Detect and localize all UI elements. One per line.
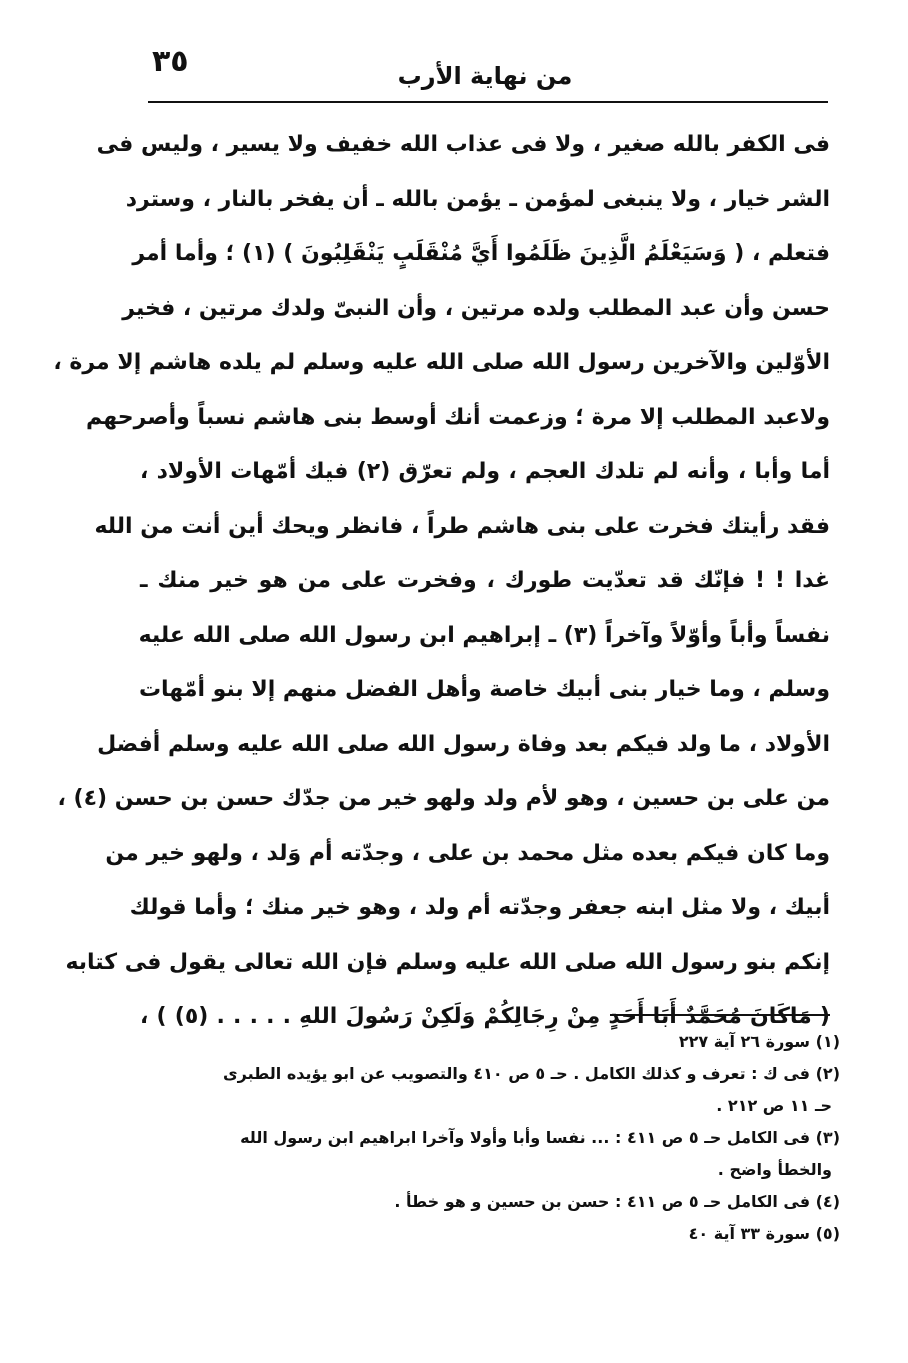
body-line: الأولاد ، ما ولد فيكم بعد وفاة رسول الله صلى الله عليه وسلم أفضل: [97, 731, 830, 757]
footnote-2-continued: حـ ١١ ص ٢١٢ .: [716, 1096, 832, 1115]
body-line: فقد رأيتك فخرت على بنى هاشم طراً ، فانظر ويحك أين أنت من الله: [94, 513, 830, 539]
footnotes: [150, 1026, 840, 1250]
footnote-divider: [610, 1014, 830, 1016]
body-line: من على بن حسين ، وهو لأم ولد ولهو خير من جدّك حسن بن حسن (٤) ،: [57, 786, 830, 811]
running-title: من نهاية الأرب: [397, 62, 573, 90]
page-number: ٣٥: [152, 44, 189, 79]
footnote-3: (٣) فى الكامل حـ ٥ ص ٤١١ : ... نفسا وأبا وأولا وآخرا ابراهيم ابن رسول الله: [240, 1128, 840, 1147]
footnote-5: (٥) سورة ٣٣ آية ٤٠: [688, 1224, 840, 1243]
body-line: فتعلم ، ( وَسَيَعْلَمُ الَّذِينَ ظَلَمُوا أَيَّ مُنْقَلَبٍ يَنْقَلِبُونَ ) (١) ؛ وأما أمر: [132, 241, 830, 266]
body-line: ولاعبد المطلب إلا مرة ؛ وزعمت أنك أوسط بنى هاشم نسباً وأصرحهم: [86, 404, 830, 430]
body-line: فى الكفر بالله صغير ، ولا فى عذاب الله خفيف ولا يسير ، وليس فى: [96, 132, 830, 157]
footnote-1: (١) سورة ٢٦ آية ٢٢٧: [678, 1032, 840, 1051]
body-line: غدا ! ! فإنّك قد تعدّيت طورك ، وفخرت على من هو خير منك ـ: [140, 568, 830, 593]
body-text: [53, 118, 830, 1045]
body-line: وما كان فيكم بعده مثل محمد بن على ، وجدّته أم وَلد ، ولهو خير من: [105, 840, 830, 866]
body-line: الأوّلين والآخرين رسول الله صلى الله عليه وسلم لم يلده هاشم إلا مرة ،: [53, 350, 830, 375]
footnote-2: (٢) فى ك : تعرف و كذلك الكامل . حـ ٥ ص ٤١٠ والتصويب عن ابو يؤيده الطبرى: [223, 1064, 840, 1083]
body-line: أما وأبا ، وأنه لم تلدك العجم ، ولم تعرّق (٢) فيك أمّهات الأولاد ،: [140, 459, 830, 484]
body-line: إنكم بنو رسول الله صلى الله عليه وسلم فإن الله تعالى يقول فى كتابه: [65, 949, 830, 975]
header-divider: [148, 101, 828, 103]
body-line: ( مَاكَانَ مُحَمَّدٌ أَبَا أَحَدٍ مِنْ رِجَالِكُمْ وَلَكِنْ رَسُولَ اللهِ . . . . . (٥) ) ،: [140, 1004, 830, 1029]
body-line: أبيك ، ولا مثل ابنه جعفر وجدّته أم ولد ، وهو خير منك ؛ وأما قولك: [129, 895, 830, 920]
footnote-3-continued: والخطأ واضح .: [717, 1160, 832, 1179]
footnote-4: (٤) فى الكامل حـ ٥ ص ٤١١ : حسن بن حسين و هو خطأ .: [394, 1192, 840, 1211]
body-line: نفساً وأباً وأوّلاً وآخراً (٣) ـ إبراهيم ابن رسول الله صلى الله عليه: [138, 622, 830, 648]
body-line: حسن وأن عبد المطلب ولده مرتين ، وأن النبىّ ولدك مرتين ، فخير: [122, 295, 830, 321]
body-line: وسلم ، وما خيار بنى أبيك خاصة وأهل الفضل منهم إلا بنو أمّهات: [138, 677, 830, 702]
body-line: الشر خيار ، ولا ينبغى لمؤمن ـ يؤمن بالله ـ أن يفخر بالنار ، وسترد: [125, 186, 830, 212]
